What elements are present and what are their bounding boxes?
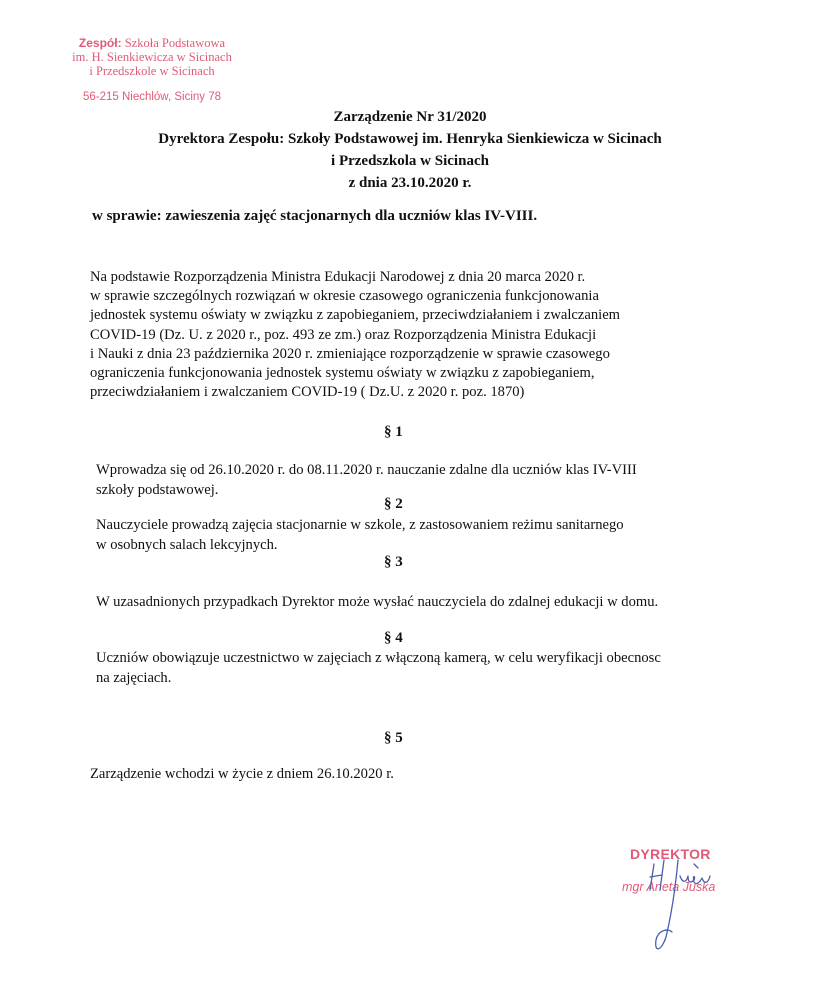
issuer-line-2: i Przedszkola w Sicinach	[331, 153, 489, 169]
section-5-text: Zarządzenie wchodzi w życie z dniem 26.10.2020 r.	[90, 766, 394, 782]
section-1-text: Wprowadza się od 26.10.2020 r. do 08.11.2020 r. nauczanie zdalne dla uczniów klas IV-VIII szkoły podstawowej.	[96, 462, 637, 498]
director-title: DYREKTOR	[630, 846, 711, 862]
section-3-mark: § 3	[384, 554, 403, 570]
handwritten-signature	[606, 842, 756, 962]
order-date: z dnia 23.10.2020 r.	[348, 175, 472, 191]
stamp-line-3: i Przedszkole w Sicinach	[89, 64, 215, 78]
legal-basis: Na podstawie Rozporządzenia Ministra Edukacji Narodowej z dnia 20 marca 2020 r. w sprawie szczególnych rozwiązań w okresie czasowego ograniczenia funkcjonowania jednostek systemu oświaty w związku z zapobieganiem, przeciwdziałaniem i zwalczaniem COVID-19 (Dz. U. z 2020 r., poz. 493 ze zm.) oraz Rozporządzenia Ministra Edukacji i Nauki z dnia 23 października 2020 r. zmieniające rozporządzenie w sprawie czasowego ograniczenia funkcjonowania jednostek systemu oświaty w związku z zapobieganiem, przeciwdziałaniem i zwalczaniem COVID-19 ( Dz.U. z 2020 r. poz. 1870)	[90, 269, 621, 401]
document-header	[0, 106, 820, 194]
stamp-address: 56-215 Niechlów, Siciny 78	[82, 91, 222, 103]
section-4-mark: § 4	[384, 630, 403, 646]
section-1-mark: § 1	[384, 424, 403, 440]
section-3-text: W uzasadnionych przypadkach Dyrektor może wysłać nauczyciela do zdalnej edukacji w domu.	[96, 594, 659, 610]
stamp-line-2: im. H. Sienkiewicza w Sicinach	[72, 50, 232, 64]
order-subject: w sprawie: zawieszenia zajęć stacjonarnych dla uczniów klas IV-VIII.	[92, 208, 538, 224]
section-5-mark: § 5	[384, 730, 403, 746]
order-number: Zarządzenie Nr 31/2020	[333, 109, 487, 125]
school-stamp	[52, 36, 252, 104]
section-4-text: Uczniów obowiązuje uczestnictwo w zajęciach z włączoną kamerą, w celu weryfikacji obecnosc na zajęciach.	[96, 650, 661, 686]
section-2-mark: § 2	[384, 496, 403, 512]
stamp-label: Zespół:	[78, 36, 122, 50]
director-name: mgr Aneta Juska	[622, 880, 716, 894]
signature-block	[606, 842, 756, 962]
section-2-text: Nauczyciele prowadzą zajęcia stacjonarnie w szkole, z zastosowaniem reżimu sanitarnego w osobnych salach lekcyjnych.	[96, 517, 624, 553]
stamp-line-1	[52, 36, 252, 50]
stamp-school-name: Szkoła Podstawowa	[121, 36, 226, 50]
issuer-line: Dyrektora Zespołu: Szkoły Podstawowej im. Henryka Sienkiewicza w Sicinach	[158, 131, 662, 147]
